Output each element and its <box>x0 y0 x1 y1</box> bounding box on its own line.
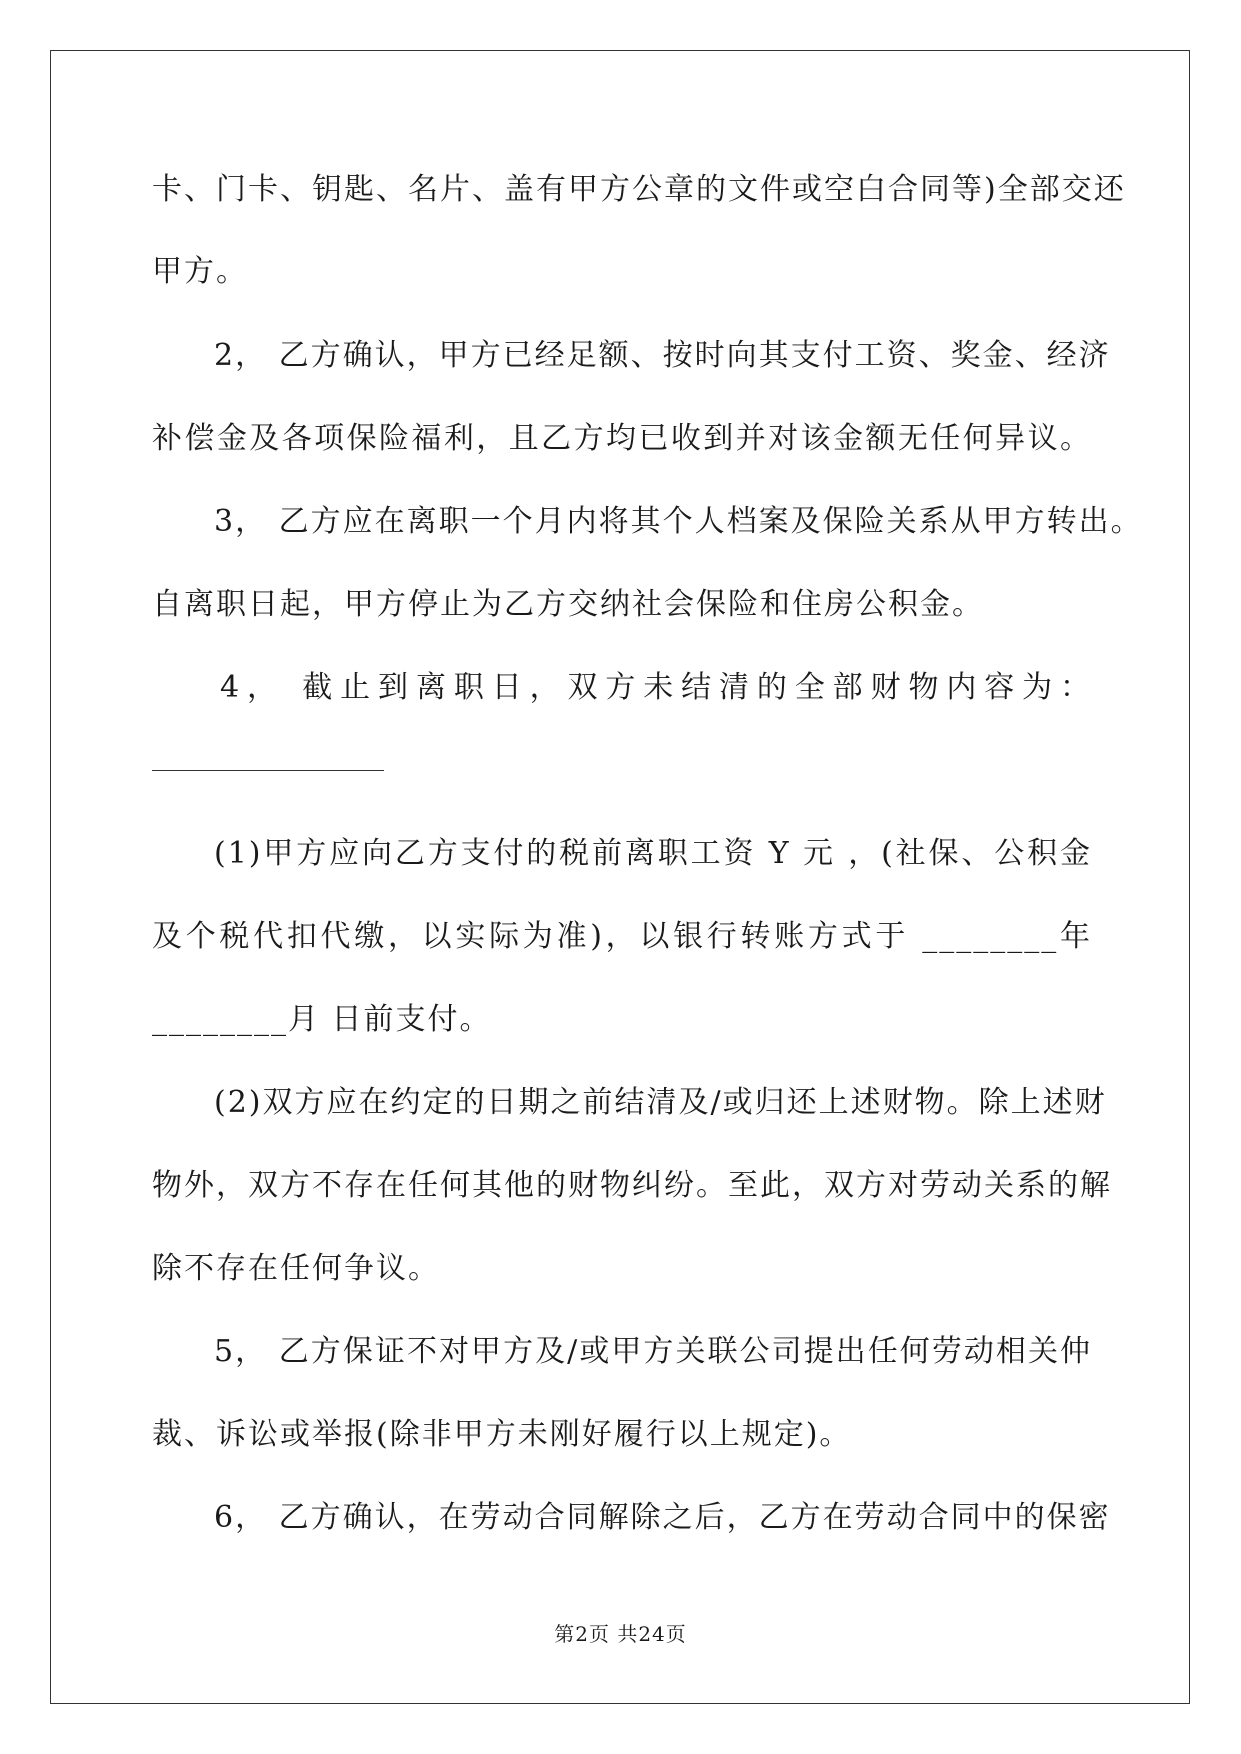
text-line-7: 4， 截止到离职日，双方未结清的全部财物内容为： <box>220 670 1092 705</box>
page-number-footer: 第2页 共24页 <box>554 1622 687 1646</box>
text-line-4: 补偿金及各项保险福利，且乙方均已收到并对该金额无任何异议。 <box>152 421 1092 456</box>
text-line-13: 除不存在任何争议。 <box>152 1251 440 1286</box>
blank-fill-line <box>152 770 384 771</box>
text-line-6: 自离职日起，甲方停止为乙方交纳社会保险和住房公积金。 <box>152 587 984 622</box>
text-line-3: 2， 乙方确认，甲方已经足额、按时向其支付工资、奖金、经济 <box>214 338 1111 373</box>
text-line-12: 物外，双方不存在任何其他的财物纠纷。至此，双方对劳动关系的解 <box>152 1168 1112 1203</box>
text-line-9: 及个税代扣代缴，以实际为准)，以银行转账方式于 ________年 <box>152 919 1092 954</box>
page-frame <box>50 50 1190 1704</box>
text-line-10: ________月 日前支付。 <box>152 1002 492 1037</box>
text-line-8: (1)甲方应向乙方支付的税前离职工资 Y 元 ，(社保、公积金 <box>214 836 1092 871</box>
text-line-2: 甲方。 <box>152 254 248 289</box>
text-line-1: 卡、门卡、钥匙、名片、盖有甲方公章的文件或空白合同等)全部交还 <box>152 172 1126 207</box>
text-line-5: 3， 乙方应在离职一个月内将其个人档案及保险关系从甲方转出。 <box>214 504 1143 539</box>
text-line-16: 6， 乙方确认，在劳动合同解除之后，乙方在劳动合同中的保密 <box>214 1500 1111 1535</box>
text-line-14: 5， 乙方保证不对甲方及/或甲方关联公司提出任何劳动相关仲 <box>214 1334 1092 1369</box>
text-line-15: 裁、诉讼或举报(除非甲方未刚好履行以上规定)。 <box>152 1417 852 1452</box>
text-line-11: (2)双方应在约定的日期之前结清及/或归还上述财物。除上述财 <box>214 1085 1107 1120</box>
